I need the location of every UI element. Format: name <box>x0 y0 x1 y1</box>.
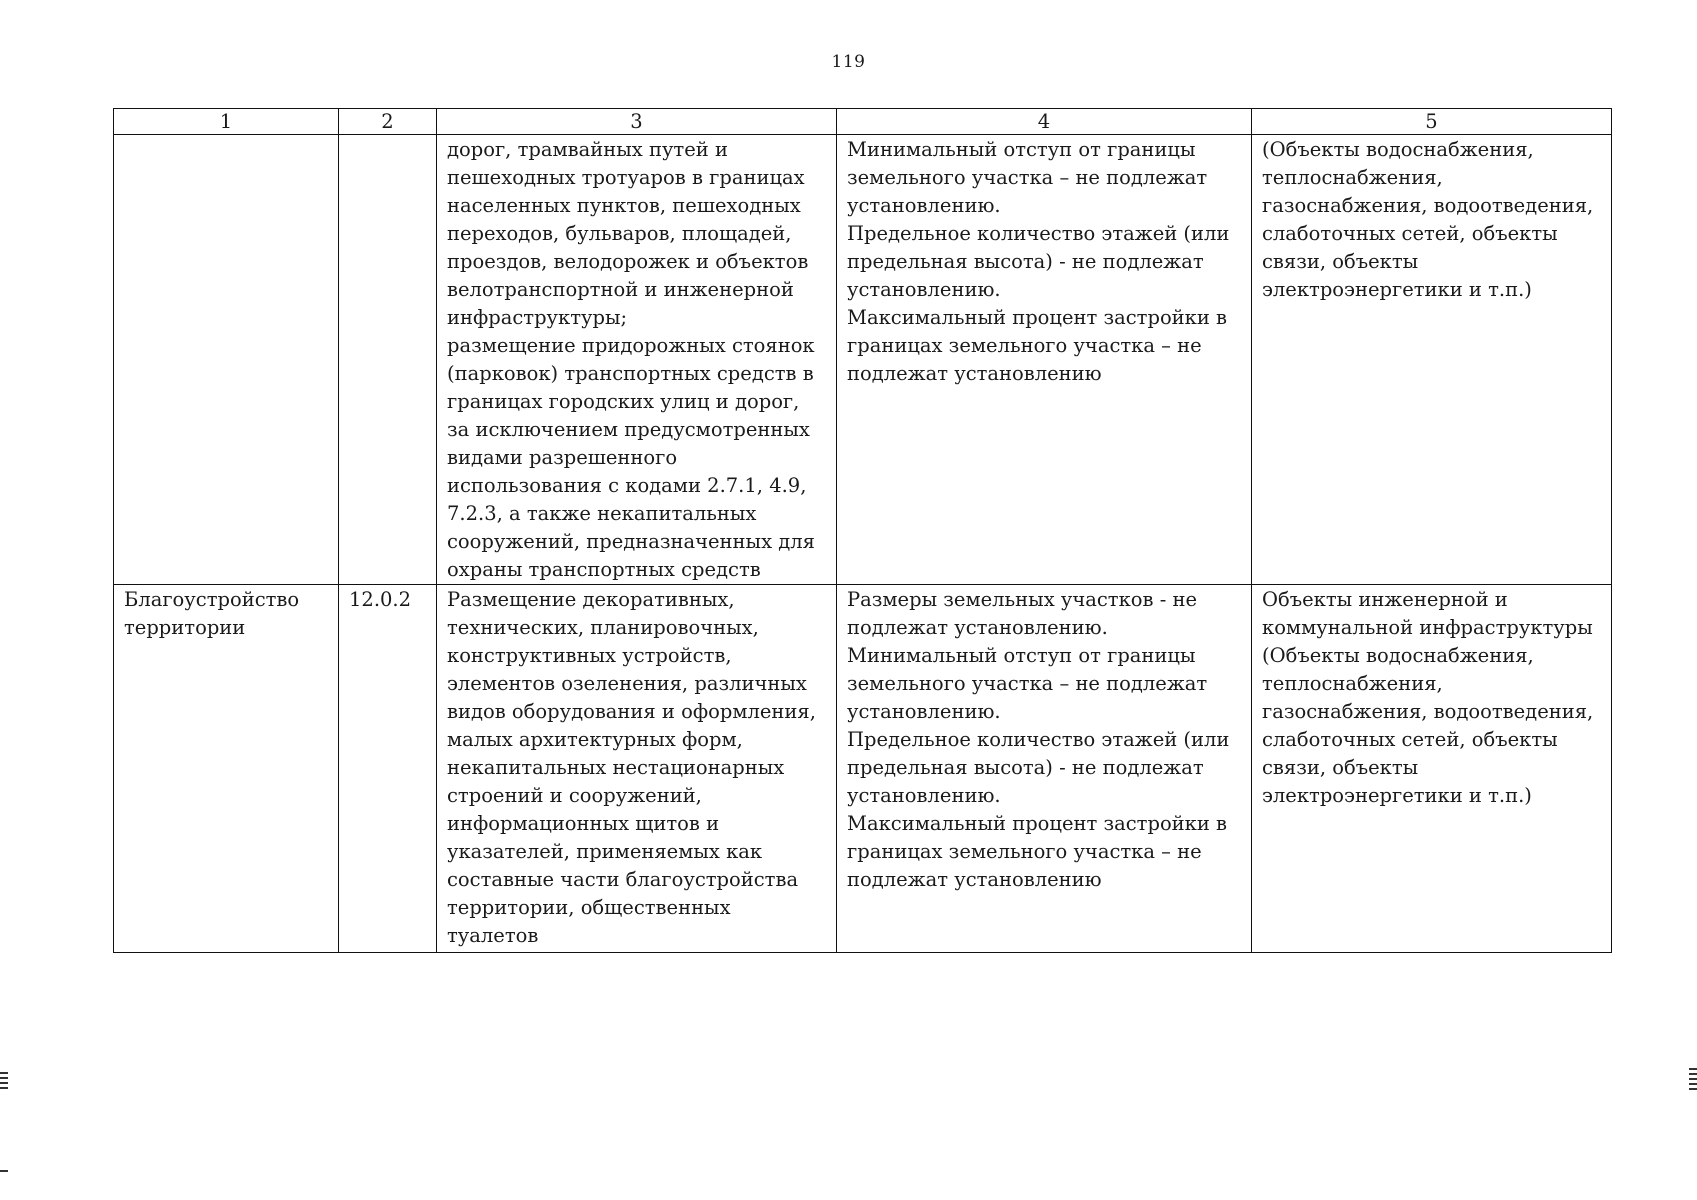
binding-mark-right <box>1689 1068 1697 1093</box>
regulations-table <box>113 108 1612 953</box>
binding-mark-left <box>0 1072 8 1092</box>
column-header-2: 2 <box>339 109 437 135</box>
auxiliary-uses-cell: Объекты инженерной и коммунальной инфраструктуры (Объекты водоснабжения, теплоснабжения, газоснабжения, водоотведения, слаботочных сетей, объекты связи, объекты электроэнергетики и т.п.) <box>1252 585 1612 953</box>
page-number: 119 <box>831 52 866 72</box>
use-code-cell <box>339 135 437 585</box>
column-header-4: 4 <box>837 109 1252 135</box>
table-row <box>114 135 1612 585</box>
parameters-cell: Размеры земельных участков - не подлежат установлению. Минимальный отступ от границы земельного участка – не подлежат установлению. Предельное количество этажей (или предельная высота) - не подлежат установлению. Максимальный процент застройки в границах земельного участка – не подлежат установлению <box>837 585 1252 953</box>
use-description-cell: дорог, трамвайных путей и пешеходных тротуаров в границах населенных пунктов, пешеходных переходов, бульваров, площадей, проездов, велодорожек и объектов велотранспортной и инженерной инфраструктуры; размещение придорожных стоянок (парковок) транспортных средств в границах городских улиц и дорог, за исключением предусмотренных видами разрешенного использования с кодами 2.7.1, 4.9, 7.2.3, а также некапитальных сооружений, предназначенных для охраны транспортных средств <box>437 135 837 585</box>
column-header-3: 3 <box>437 109 837 135</box>
use-name-cell: Благоустройство территории <box>114 585 339 953</box>
auxiliary-uses-cell: (Объекты водоснабжения, теплоснабжения, газоснабжения, водоотведения, слаботочных сетей, объекты связи, объекты электроэнергетики и т.п.) <box>1252 135 1612 585</box>
edge-mark <box>0 1170 8 1172</box>
use-description-cell: Размещение декоративных, технических, планировочных, конструктивных устройств, элементов озеленения, различных видов оборудования и оформления, малых архитектурных форм, некапитальных нестационарных строений и сооружений, информационных щитов и указателей, применяемых как составные части благоустройства территории, общественных туалетов <box>437 585 837 953</box>
column-header-5: 5 <box>1252 109 1612 135</box>
table-header-row <box>114 109 1612 135</box>
column-header-1: 1 <box>114 109 339 135</box>
use-code-cell: 12.0.2 <box>339 585 437 953</box>
use-name-cell <box>114 135 339 585</box>
table-row <box>114 585 1612 953</box>
parameters-cell: Минимальный отступ от границы земельного участка – не подлежат установлению. Предельное количество этажей (или предельная высота) - не подлежат установлению. Максимальный процент застройки в границах земельного участка – не подлежат установлению <box>837 135 1252 585</box>
